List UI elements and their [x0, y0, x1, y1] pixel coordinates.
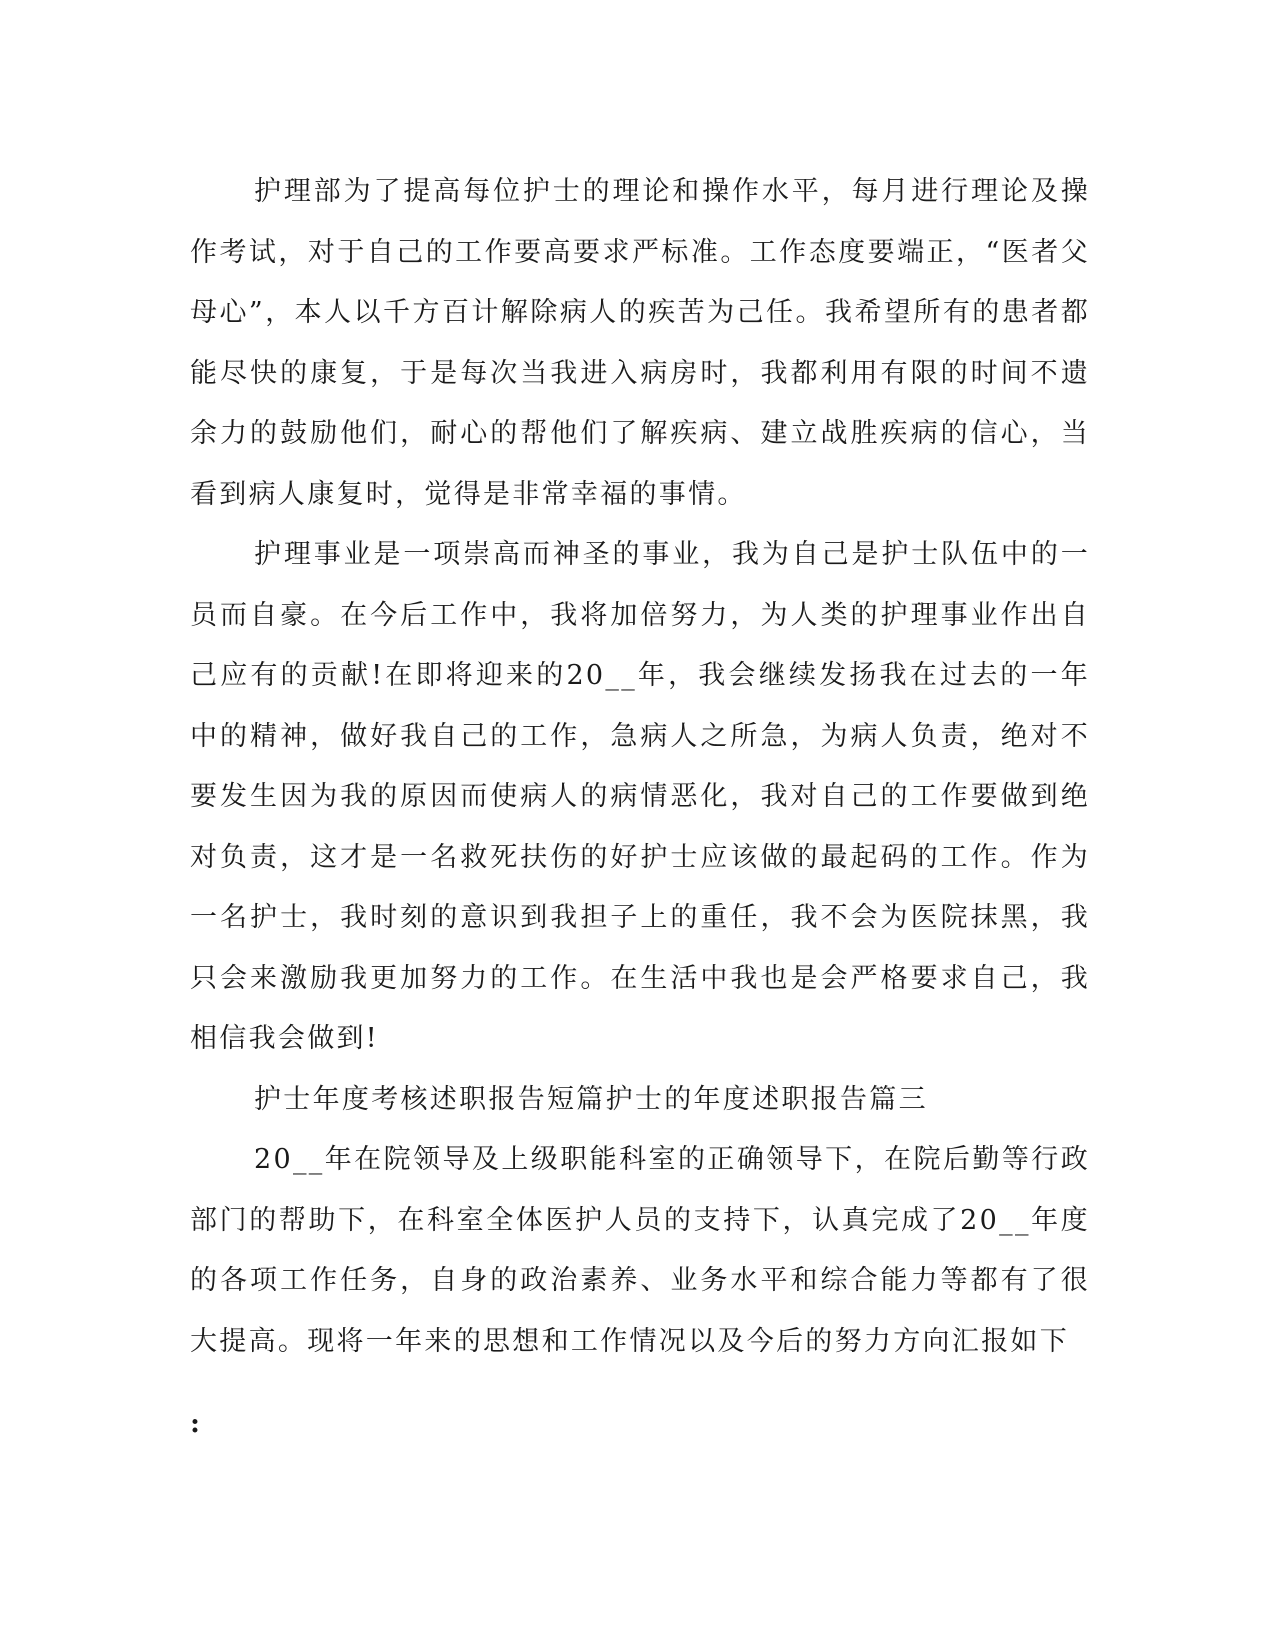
- paragraph-nursing-career: 护理事业是一项崇高而神圣的事业，我为自己是护士队伍中的一员而自豪。在今后工作中，我将加倍努力，为人类的护理事业作出自己应有的贡献!在即将迎来的20__年，我会继续发扬我在过去的一年中的精神，做好我自己的工作，急病人之所急，为病人负责，绝对不要发生因为我的原因而使病人的病情恶化，我对自己的工作要做到绝对负责，这才是一名救死扶伤的好护士应该做的最起码的工作。作为一名护士，我时刻的意识到我担子上的重任，我不会为医院抹黑，我只会来激励我更加努力的工作。在生活中我也是会严格要求自己，我相信我会做到!: [190, 539, 1090, 1054]
- paragraph-nursing-training: 护理部为了提高每位护士的理论和操作水平，每月进行理论及操作考试，对于自己的工作要高要求严标准。工作态度要端正，“医者父母心”，本人以千方百计解除病人的疾苦为己任。我希望所有的患者都能尽快的康复，于是每次当我进入病房时，我都利用有限的时间不遗余力的鼓励他们，耐心的帮他们了解疾病、建立战胜疾病的信心，当看到病人康复时，觉得是非常幸福的事情。: [190, 176, 1090, 510]
- document-body: [190, 162, 1090, 1372]
- paragraph-annual-summary: 20__年在院领导及上级职能科室的正确领导下，在院后勤等行政部门的帮助下，在科室全体医护人员的支持下，认真完成了20__年度的各项工作任务，自身的政治素养、业务水平和综合能力等都有了很大提高。现将一年来的思想和工作情况以及今后的努力方向汇报如下: [190, 1144, 1090, 1357]
- trailing-colon: :: [190, 1408, 200, 1439]
- section-heading: 护士年度考核述职报告短篇护士的年度述职报告篇三: [254, 1083, 928, 1115]
